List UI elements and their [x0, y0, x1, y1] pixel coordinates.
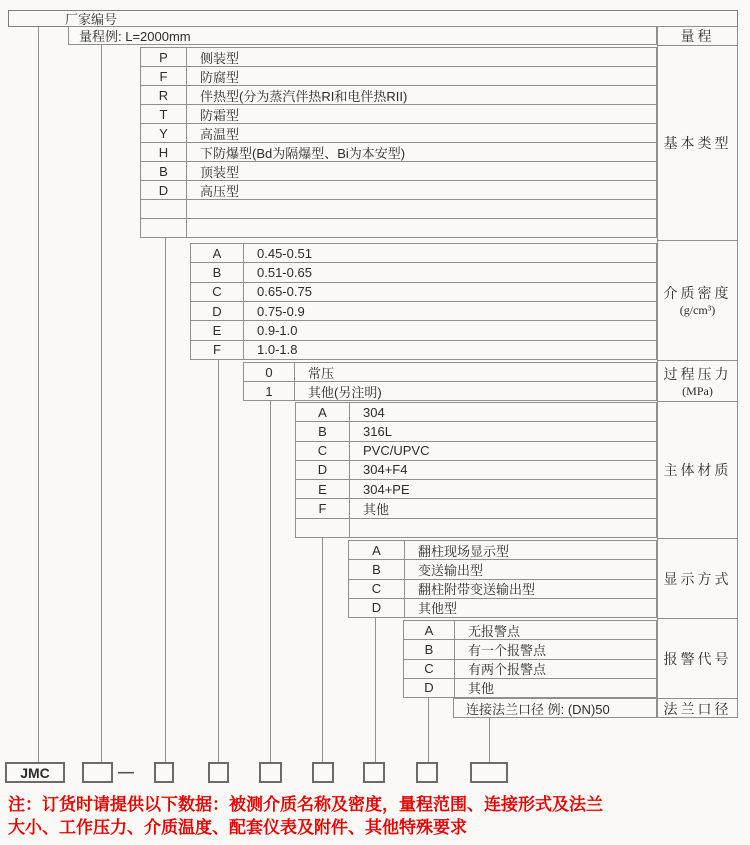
table-row: E 304+PE [296, 480, 656, 499]
connector-flange [489, 718, 490, 762]
connector-pressure [270, 401, 271, 762]
table-row: D 高压型 [141, 181, 656, 200]
label-column [657, 26, 738, 718]
table-row: F 1.0-1.8 [191, 341, 656, 359]
table-row: B 顶装型 [141, 162, 656, 181]
table-row: F 其他 [296, 499, 656, 518]
table-row-empty [141, 219, 656, 237]
label-material: 主体材质 [658, 402, 737, 539]
code-box-alarm [416, 762, 438, 783]
label-density-unit: (g/cm³) [679, 303, 716, 317]
table-row: A 翻柱现场显示型 [349, 541, 656, 560]
model-separator: — [118, 764, 134, 781]
table-row: D 其他型 [349, 599, 656, 617]
range-example-text: 量程例: L=2000mm [79, 29, 191, 44]
code-box-pressure [259, 762, 282, 783]
label-alarm: 报警代号 [658, 619, 737, 699]
connector-factory-code [38, 27, 39, 762]
table-row: 1 其他(另注明) [244, 382, 656, 400]
connector-display [375, 618, 376, 762]
connector-alarm [428, 698, 429, 762]
flange-row [453, 698, 657, 718]
alarm-table [403, 620, 657, 698]
code-box-basic-type [154, 762, 174, 783]
connector-range [101, 45, 102, 762]
table-row: F 防腐型 [141, 67, 656, 86]
table-row: C 翻柱附带变送输出型 [349, 580, 656, 599]
table-row: D 304+F4 [296, 461, 656, 480]
label-range: 量程 [658, 27, 737, 46]
table-row: A 304 [296, 403, 656, 422]
table-row: R 伴热型(分为蒸汽伴热RI和电伴热RII) [141, 86, 656, 105]
table-row: B 0.51-0.65 [191, 263, 656, 282]
factory-code-label: 厂家编号 [65, 12, 118, 27]
connector-material [322, 538, 323, 762]
table-row: B 变送输出型 [349, 560, 656, 579]
label-pressure-unit: (MPa) [682, 383, 713, 398]
range-row [68, 26, 657, 45]
table-row: Y 高温型 [141, 124, 656, 143]
table-row: B 有一个报警点 [404, 640, 656, 659]
table-row: B 316L [296, 422, 656, 441]
table-row: C 0.65-0.75 [191, 283, 656, 302]
code-box-density [208, 762, 229, 783]
table-row: D 0.75-0.9 [191, 302, 656, 321]
table-row: A 0.45-0.51 [191, 244, 656, 263]
code-box-flange [470, 762, 508, 783]
table-row: E 0.9-1.0 [191, 321, 656, 340]
ordering-note [8, 793, 748, 839]
label-basic-type: 基本类型 [658, 46, 737, 241]
label-flange: 法兰口径 [663, 703, 732, 718]
material-table [295, 402, 657, 538]
table-row-empty [296, 519, 656, 537]
basic-type-table [140, 47, 657, 238]
pressure-table [243, 362, 657, 401]
ordering-note-line2: 大小、工作压力、介质温度、配套仪表及附件、其他特殊要求 [8, 818, 467, 837]
model-prefix-box: JMC [5, 762, 65, 783]
table-row: T 防霜型 [141, 105, 656, 124]
table-row: H 下防爆型(Bd为隔爆型、Bi为本安型) [141, 143, 656, 162]
connector-density [218, 360, 219, 762]
table-row: C PVC/UPVC [296, 442, 656, 461]
code-box-range [82, 762, 113, 783]
density-table [190, 243, 657, 360]
connector-basic-type [165, 238, 166, 762]
factory-code-box [8, 10, 738, 27]
table-row: D 其他 [404, 679, 656, 697]
ordering-note-line1: 注：订货时请提供以下数据：被测介质名称及密度，量程范围、连接形式及法兰 [8, 795, 603, 814]
label-density: 介质密度 (g/cm³) [658, 241, 737, 361]
table-row: 连接法兰口径 例: (DN)50 [466, 701, 610, 717]
table-row: A 无报警点 [404, 621, 656, 640]
display-mode-table [348, 540, 657, 618]
table-row: 0 常压 [244, 363, 656, 382]
label-pressure: 过程压力 (MPa) [658, 361, 737, 402]
table-row: C 有两个报警点 [404, 660, 656, 679]
table-row-empty [141, 200, 656, 219]
code-box-material [312, 762, 334, 783]
label-display: 显示方式 [658, 539, 737, 619]
code-box-display [363, 762, 385, 783]
table-row: P 侧装型 [141, 48, 656, 67]
